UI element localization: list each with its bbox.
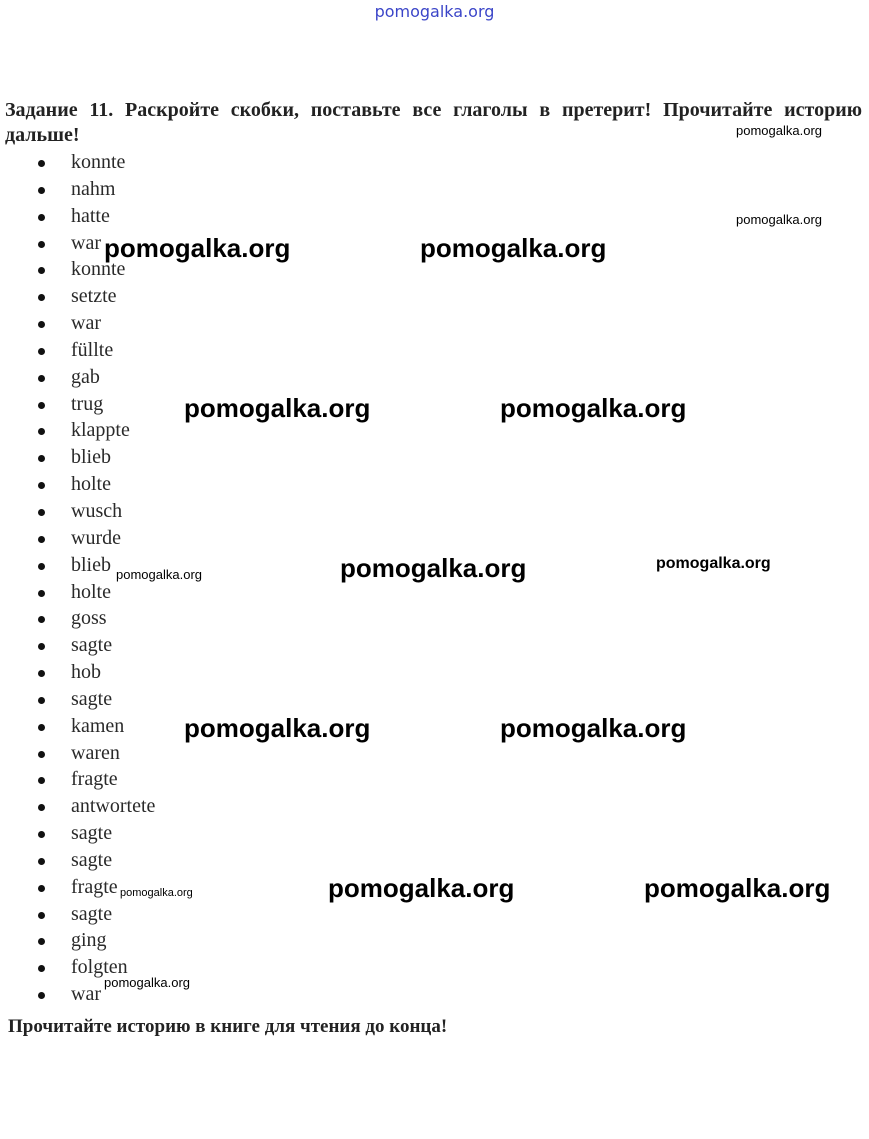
verb-item: war xyxy=(0,230,155,257)
watermark: pomogalka.org xyxy=(184,713,371,743)
watermark: pomogalka.org xyxy=(184,393,371,423)
verb-item: gab xyxy=(0,364,155,391)
verb-item: sagte xyxy=(0,820,155,847)
verb-item: blieb xyxy=(0,552,155,579)
verb-item: sagte xyxy=(0,847,155,874)
verb-item: nahm xyxy=(0,176,155,203)
watermark: pomogalka.org xyxy=(656,555,771,572)
watermark: pomogalka.org xyxy=(500,393,687,423)
verb-item: sagte xyxy=(0,632,155,659)
watermark: pomogalka.org xyxy=(116,567,202,582)
verb-item: setzte xyxy=(0,283,155,310)
site-link[interactable]: pomogalka.org xyxy=(374,2,495,21)
task-title: Задание 11. Раскройте скобки, поставьте все глаголы в претерит! Прочитайте историю дальше! xyxy=(5,99,862,146)
verb-item: kamen xyxy=(0,713,155,740)
watermark: pomogalka.org xyxy=(420,233,607,263)
watermark: pomogalka.org xyxy=(104,975,190,990)
verb-item: fragte xyxy=(0,874,155,901)
watermark: pomogalka.org xyxy=(328,873,515,903)
verb-item: hatte xyxy=(0,203,155,230)
verb-item: sagte xyxy=(0,686,155,713)
footer-note: Прочитайте историю в книге для чтения до конца! xyxy=(8,1016,448,1037)
verb-item: ging xyxy=(0,927,155,954)
verb-item: wusch xyxy=(0,498,155,525)
verb-item: hob xyxy=(0,659,155,686)
watermark: pomogalka.org xyxy=(104,233,291,263)
verb-item: holte xyxy=(0,579,155,606)
verb-item: folgten xyxy=(0,954,155,981)
verb-item: wurde xyxy=(0,525,155,552)
verb-item: antwortete xyxy=(0,793,155,820)
watermark: pomogalka.org xyxy=(500,713,687,743)
verb-item: füllte xyxy=(0,337,155,364)
verb-item: war xyxy=(0,310,155,337)
watermark: pomogalka.org xyxy=(340,553,527,583)
verb-item: war xyxy=(0,981,155,1008)
verb-item: holte xyxy=(0,471,155,498)
verb-item: konnte xyxy=(0,256,155,283)
watermark: pomogalka.org xyxy=(120,887,193,899)
verb-item: waren xyxy=(0,740,155,767)
watermark: pomogalka.org xyxy=(736,123,822,138)
watermark: pomogalka.org xyxy=(736,212,822,227)
verb-item: klappte xyxy=(0,417,155,444)
verb-item: trug xyxy=(0,391,155,418)
verb-item: goss xyxy=(0,605,155,632)
verb-item: fragte xyxy=(0,766,155,793)
watermark: pomogalka.org xyxy=(644,873,831,903)
verb-item: konnte xyxy=(0,149,155,176)
verb-item: blieb xyxy=(0,444,155,471)
verb-item: sagte xyxy=(0,901,155,928)
